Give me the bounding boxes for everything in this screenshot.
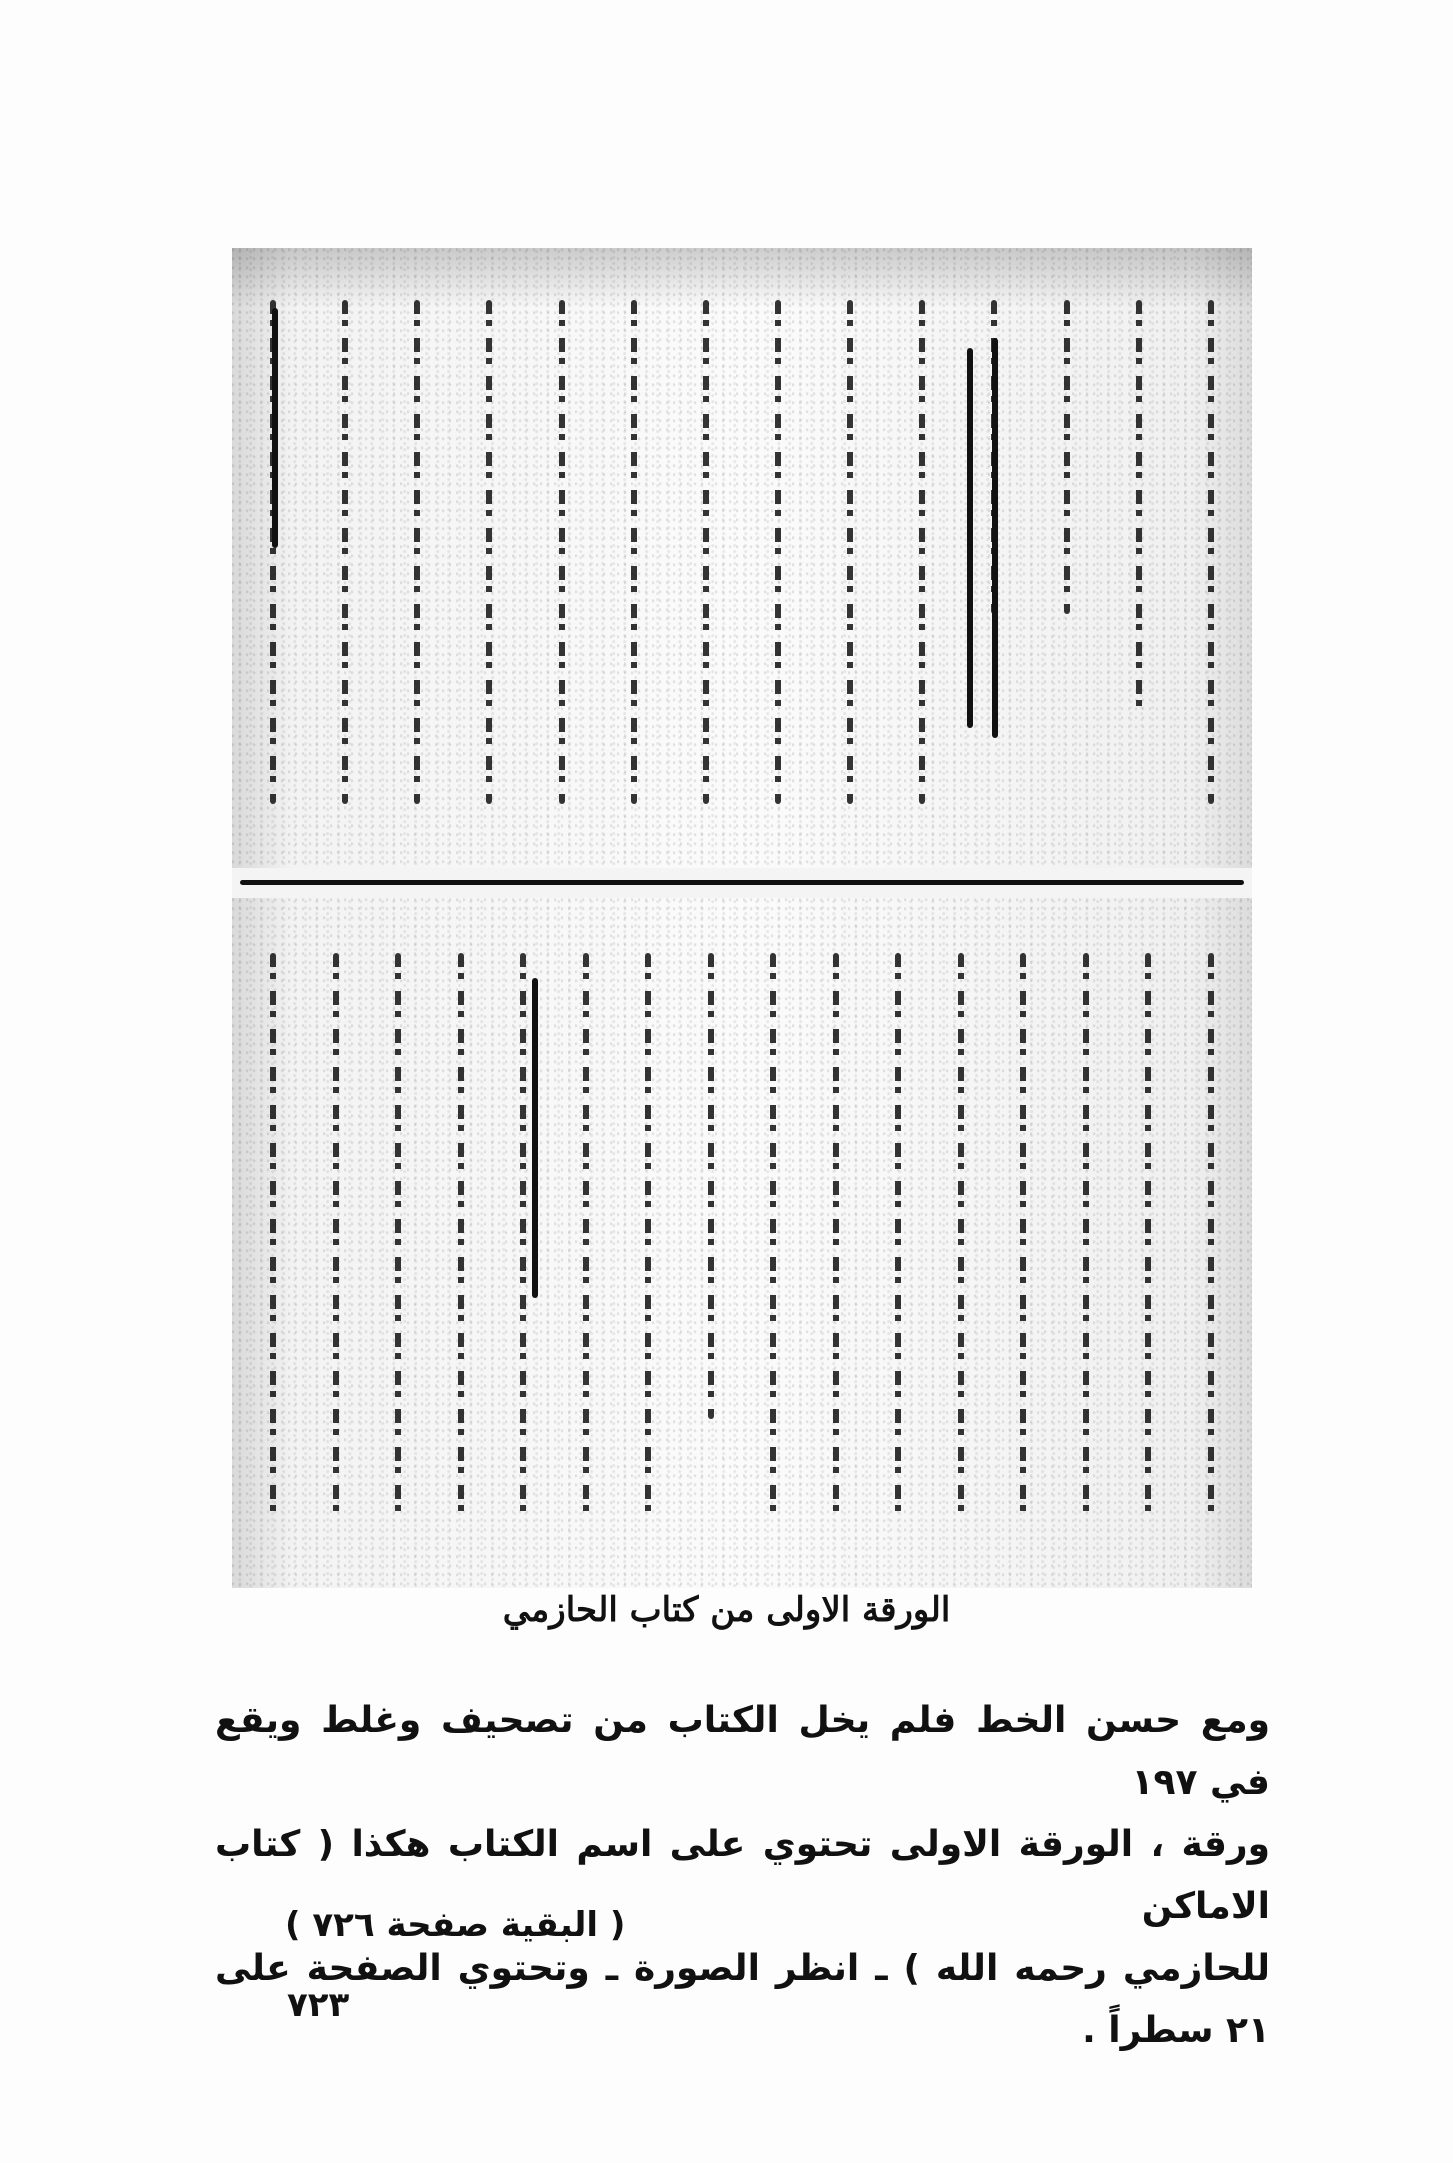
handwritten-line — [478, 278, 500, 838]
handwritten-line — [551, 278, 573, 838]
handwritten-line — [911, 278, 933, 838]
handwritten-line — [325, 928, 347, 1558]
manuscript-leaf-top — [232, 248, 1252, 868]
handwritten-line — [1056, 278, 1078, 838]
figure-caption: الورقة الاولى من كتاب الحازمي — [502, 1590, 951, 1630]
handwritten-line — [1200, 278, 1222, 838]
handwritten-line — [387, 928, 409, 1558]
page-number: ٧٢٣ — [287, 1985, 350, 2025]
handwritten-line — [825, 928, 847, 1558]
handwritten-line — [406, 278, 428, 838]
body-line: ومع حسن الخط فلم يخل الكتاب من تصحيف وغلط ويقع في ١٩٧ — [215, 1700, 1270, 1803]
panel-divider — [240, 880, 1244, 885]
margin-stroke — [272, 308, 278, 548]
body-paragraph — [215, 1690, 1270, 2062]
handwritten-line — [1200, 928, 1222, 1558]
handwritten-line — [695, 278, 717, 838]
handwritten-line — [1012, 928, 1034, 1558]
body-line: للحازمي رحمه الله ) ـ انظر الصورة ـ وتحتوي الصفحة على ٢١ سطراً . — [215, 1948, 1270, 2051]
handwritten-line — [512, 928, 534, 1558]
handwritten-lines — [262, 278, 1222, 838]
manuscript-leaf-bottom — [232, 898, 1252, 1588]
handwritten-line — [762, 928, 784, 1558]
handwritten-line — [1075, 928, 1097, 1558]
continued-note: ( البقية صفحة ٧٢٦ ) — [285, 1905, 626, 1945]
handwritten-line — [334, 278, 356, 838]
handwritten-line — [637, 928, 659, 1558]
handwritten-line — [839, 278, 861, 838]
title-stroke — [532, 978, 538, 1298]
manuscript-photo — [232, 248, 1252, 1588]
title-stroke — [967, 348, 973, 728]
handwritten-line — [887, 928, 909, 1558]
handwritten-line — [262, 928, 284, 1558]
handwritten-line — [700, 928, 722, 1558]
handwritten-lines — [262, 928, 1222, 1558]
body-line: ورقة ، الورقة الاولى تحتوي على اسم الكتاب هكذا ( كتاب الاماكن — [215, 1824, 1270, 1927]
handwritten-line — [767, 278, 789, 838]
handwritten-line — [1137, 928, 1159, 1558]
title-stroke — [992, 338, 998, 738]
handwritten-line — [450, 928, 472, 1558]
handwritten-line — [623, 278, 645, 838]
handwritten-line — [575, 928, 597, 1558]
handwritten-line — [1128, 278, 1150, 838]
handwritten-line — [950, 928, 972, 1558]
